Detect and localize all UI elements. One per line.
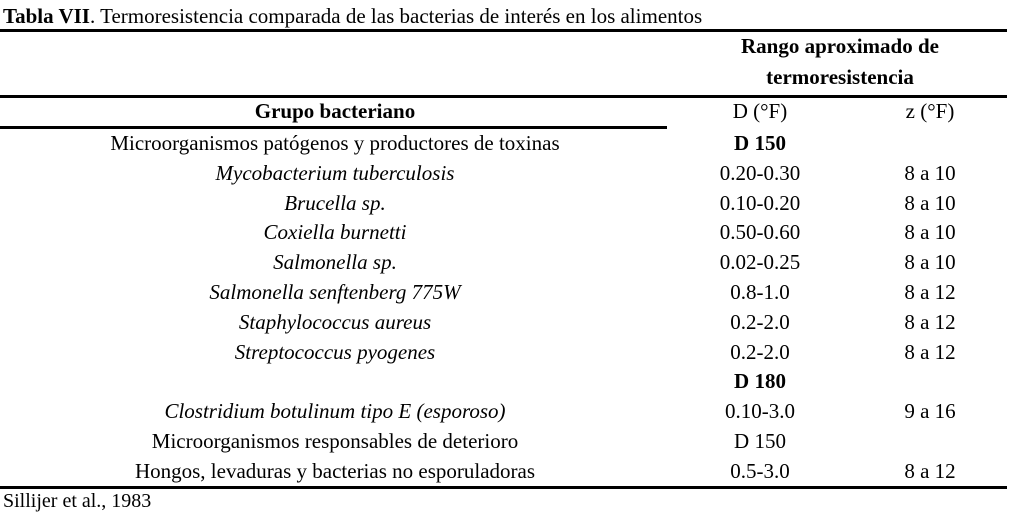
table-cell-z [855,426,1005,456]
table-cell-d: 0.50-0.60 [719,220,801,245]
table-number: Tabla VII [3,4,90,28]
table-cell-group: Streptococcus pyogenes [234,339,436,364]
table-cell-d: D 180 [734,369,786,394]
table-cell-d: D 150 [734,131,786,155]
table-cell-d: 0.10-3.0 [725,399,795,424]
table-cell-d: 0.02-0.25 [719,250,801,275]
column-header-group: Grupo bacteriano [254,99,416,123]
column-header-z: z (°F) [905,99,955,123]
table-cell-group: Microorganismos patógenos y productores de toxinas [110,131,560,155]
table-cell-z: 8 a 12 [904,339,956,364]
table-cell-group: Salmonella senftenberg 775W [209,280,461,304]
table-cell-d: 0.10-0.20 [719,190,801,215]
bottom-rule [0,486,1007,489]
table-cell-z: 8 a 10 [904,220,956,245]
table-cell-group: Microorganismos responsables de deterioro [151,429,519,453]
table-cell-z: 8 a 10 [904,160,956,185]
table-cell-group: Brucella sp. [284,190,386,215]
table-cell-d: D 150 [734,429,786,453]
table-caption: . Termoresistencia comparada de las bacterias de interés en los alimentos [89,4,703,28]
table-cell-z [855,366,1005,396]
source-note: Sillijer et al., 1983 [3,490,152,512]
table-cell-group: Clostridium botulinum tipo E (esporoso) [164,399,506,424]
table-cell-z: 8 a 12 [904,458,956,483]
table-cell-z: 8 a 12 [904,309,956,334]
table-cell-group: Coxiella burnetti [263,220,407,245]
table-cell-z: 8 a 10 [904,250,956,275]
table-title [3,4,702,29]
table-cell-d: 0.2-2.0 [730,339,790,364]
table-cell-d: 0.20-0.30 [719,160,801,185]
table-cell-z: 8 a 10 [904,190,956,215]
table-cell-group: Mycobacterium tuberculosis [215,160,455,185]
table-cell-group [0,366,670,396]
top-rule [0,29,1007,32]
range-header-line2: termoresistencia [766,65,914,89]
table-cell-d: 0.8-1.0 [730,280,790,304]
table-cell-group: Hongos, levaduras y bacterias no esporuladoras [134,458,536,483]
table-cell-d: 0.2-2.0 [730,309,790,334]
column-header-d: D (°F) [732,99,788,123]
table-cell-d: 0.5-3.0 [730,458,790,483]
table-cell-z: 9 a 16 [904,399,956,424]
table-cell-group: Salmonella sp. [273,250,397,275]
table-cell-group: Staphylococcus aureus [238,309,432,334]
table-cell-z: 8 a 12 [904,280,956,304]
table-cell-z [855,128,1005,158]
range-header-line1: Rango aproximado de [741,34,939,58]
